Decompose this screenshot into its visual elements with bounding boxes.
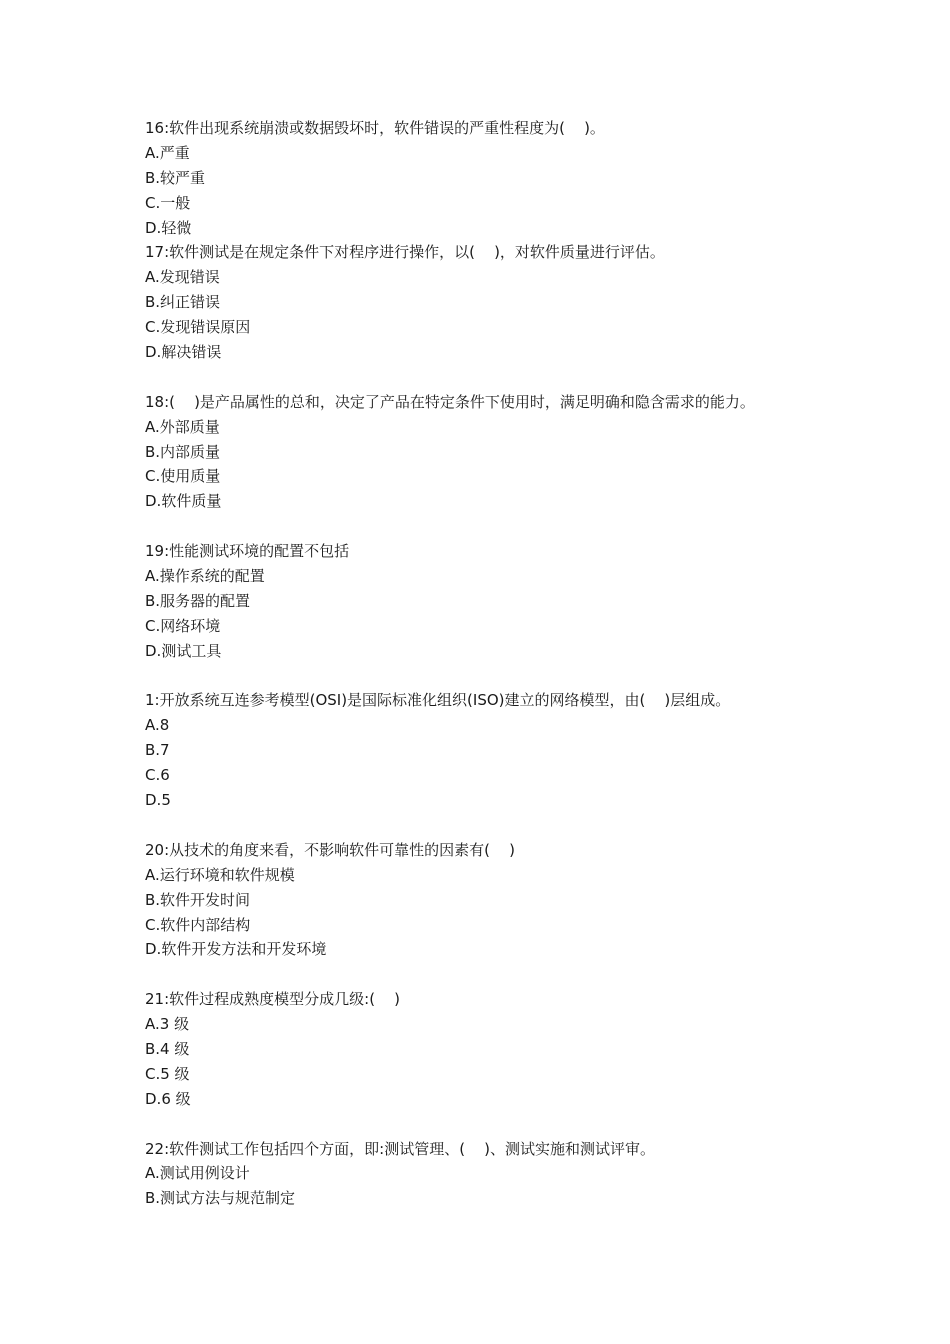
option-a: A.严重 xyxy=(145,143,190,162)
option-b: B.纠正错误 xyxy=(145,293,221,312)
option-a: A.8 xyxy=(145,716,170,735)
document-page xyxy=(145,116,845,1211)
question-18 xyxy=(145,390,845,514)
question-19 xyxy=(145,539,845,663)
blank-line xyxy=(145,514,845,539)
question-stem: 22:软件测试工作包括四个方面，即:测试管理、( )、测试实施和测试评审。 xyxy=(145,1139,655,1158)
question-stem: 18:( )是产品属性的总和，决定了产品在特定条件下使用时，满足明确和隐含需求的能力。 xyxy=(145,392,755,411)
question-17 xyxy=(145,240,845,364)
option-b: B.软件开发时间 xyxy=(145,890,251,909)
question-1 xyxy=(145,688,845,812)
option-d: D.5 xyxy=(145,791,171,810)
option-d: D.轻微 xyxy=(145,218,192,237)
option-d: D.解决错误 xyxy=(145,343,222,362)
option-a: A.发现错误 xyxy=(145,268,220,287)
option-c: C.使用质量 xyxy=(145,467,221,486)
option-c: C.一般 xyxy=(145,193,191,212)
option-a: A.测试用例设计 xyxy=(145,1164,250,1183)
option-b: B.较严重 xyxy=(145,168,206,187)
option-d: D.软件质量 xyxy=(145,492,222,511)
option-a: A.操作系统的配置 xyxy=(145,567,265,586)
option-b: B.内部质量 xyxy=(145,442,221,461)
option-b: B.测试方法与规范制定 xyxy=(145,1189,296,1208)
option-c: C.5 级 xyxy=(145,1064,190,1083)
question-stem: 20:从技术的角度来看，不影响软件可靠性的因素有( ) xyxy=(145,840,515,859)
blank-line xyxy=(145,365,845,390)
option-d: D.测试工具 xyxy=(145,641,222,660)
option-c: C.网络环境 xyxy=(145,616,221,635)
blank-line xyxy=(145,813,845,838)
option-b: B.7 xyxy=(145,741,170,760)
option-a: A.运行环境和软件规模 xyxy=(145,865,295,884)
question-stem: 16:软件出现系统崩溃或数据毁坏时，软件错误的严重性程度为( )。 xyxy=(145,119,605,137)
blank-line xyxy=(145,962,845,987)
question-stem: 17:软件测试是在规定条件下对程序进行操作，以( )，对软件质量进行评估。 xyxy=(145,243,665,262)
option-b: B.服务器的配置 xyxy=(145,591,251,610)
question-stem: 19:性能测试环境的配置不包括 xyxy=(145,542,350,561)
option-d: D.6 级 xyxy=(145,1089,191,1108)
question-22 xyxy=(145,1137,845,1212)
question-16 xyxy=(145,116,845,240)
question-stem: 1:开放系统互连参考模型(OSI)是国际标准化组织(ISO)建立的网络模型，由( )层组成。 xyxy=(145,691,731,710)
option-c: C.6 xyxy=(145,766,170,785)
question-20 xyxy=(145,838,845,962)
option-c: C.发现错误原因 xyxy=(145,318,251,337)
question-stem: 21:软件过程成熟度模型分成几级:( ) xyxy=(145,990,400,1009)
blank-line xyxy=(145,1112,845,1137)
blank-line xyxy=(145,664,845,689)
option-d: D.软件开发方法和开发环境 xyxy=(145,940,327,959)
option-a: A.3 级 xyxy=(145,1015,190,1034)
question-21 xyxy=(145,987,845,1111)
option-a: A.外部质量 xyxy=(145,417,220,436)
option-c: C.软件内部结构 xyxy=(145,915,251,934)
option-b: B.4 级 xyxy=(145,1039,190,1058)
